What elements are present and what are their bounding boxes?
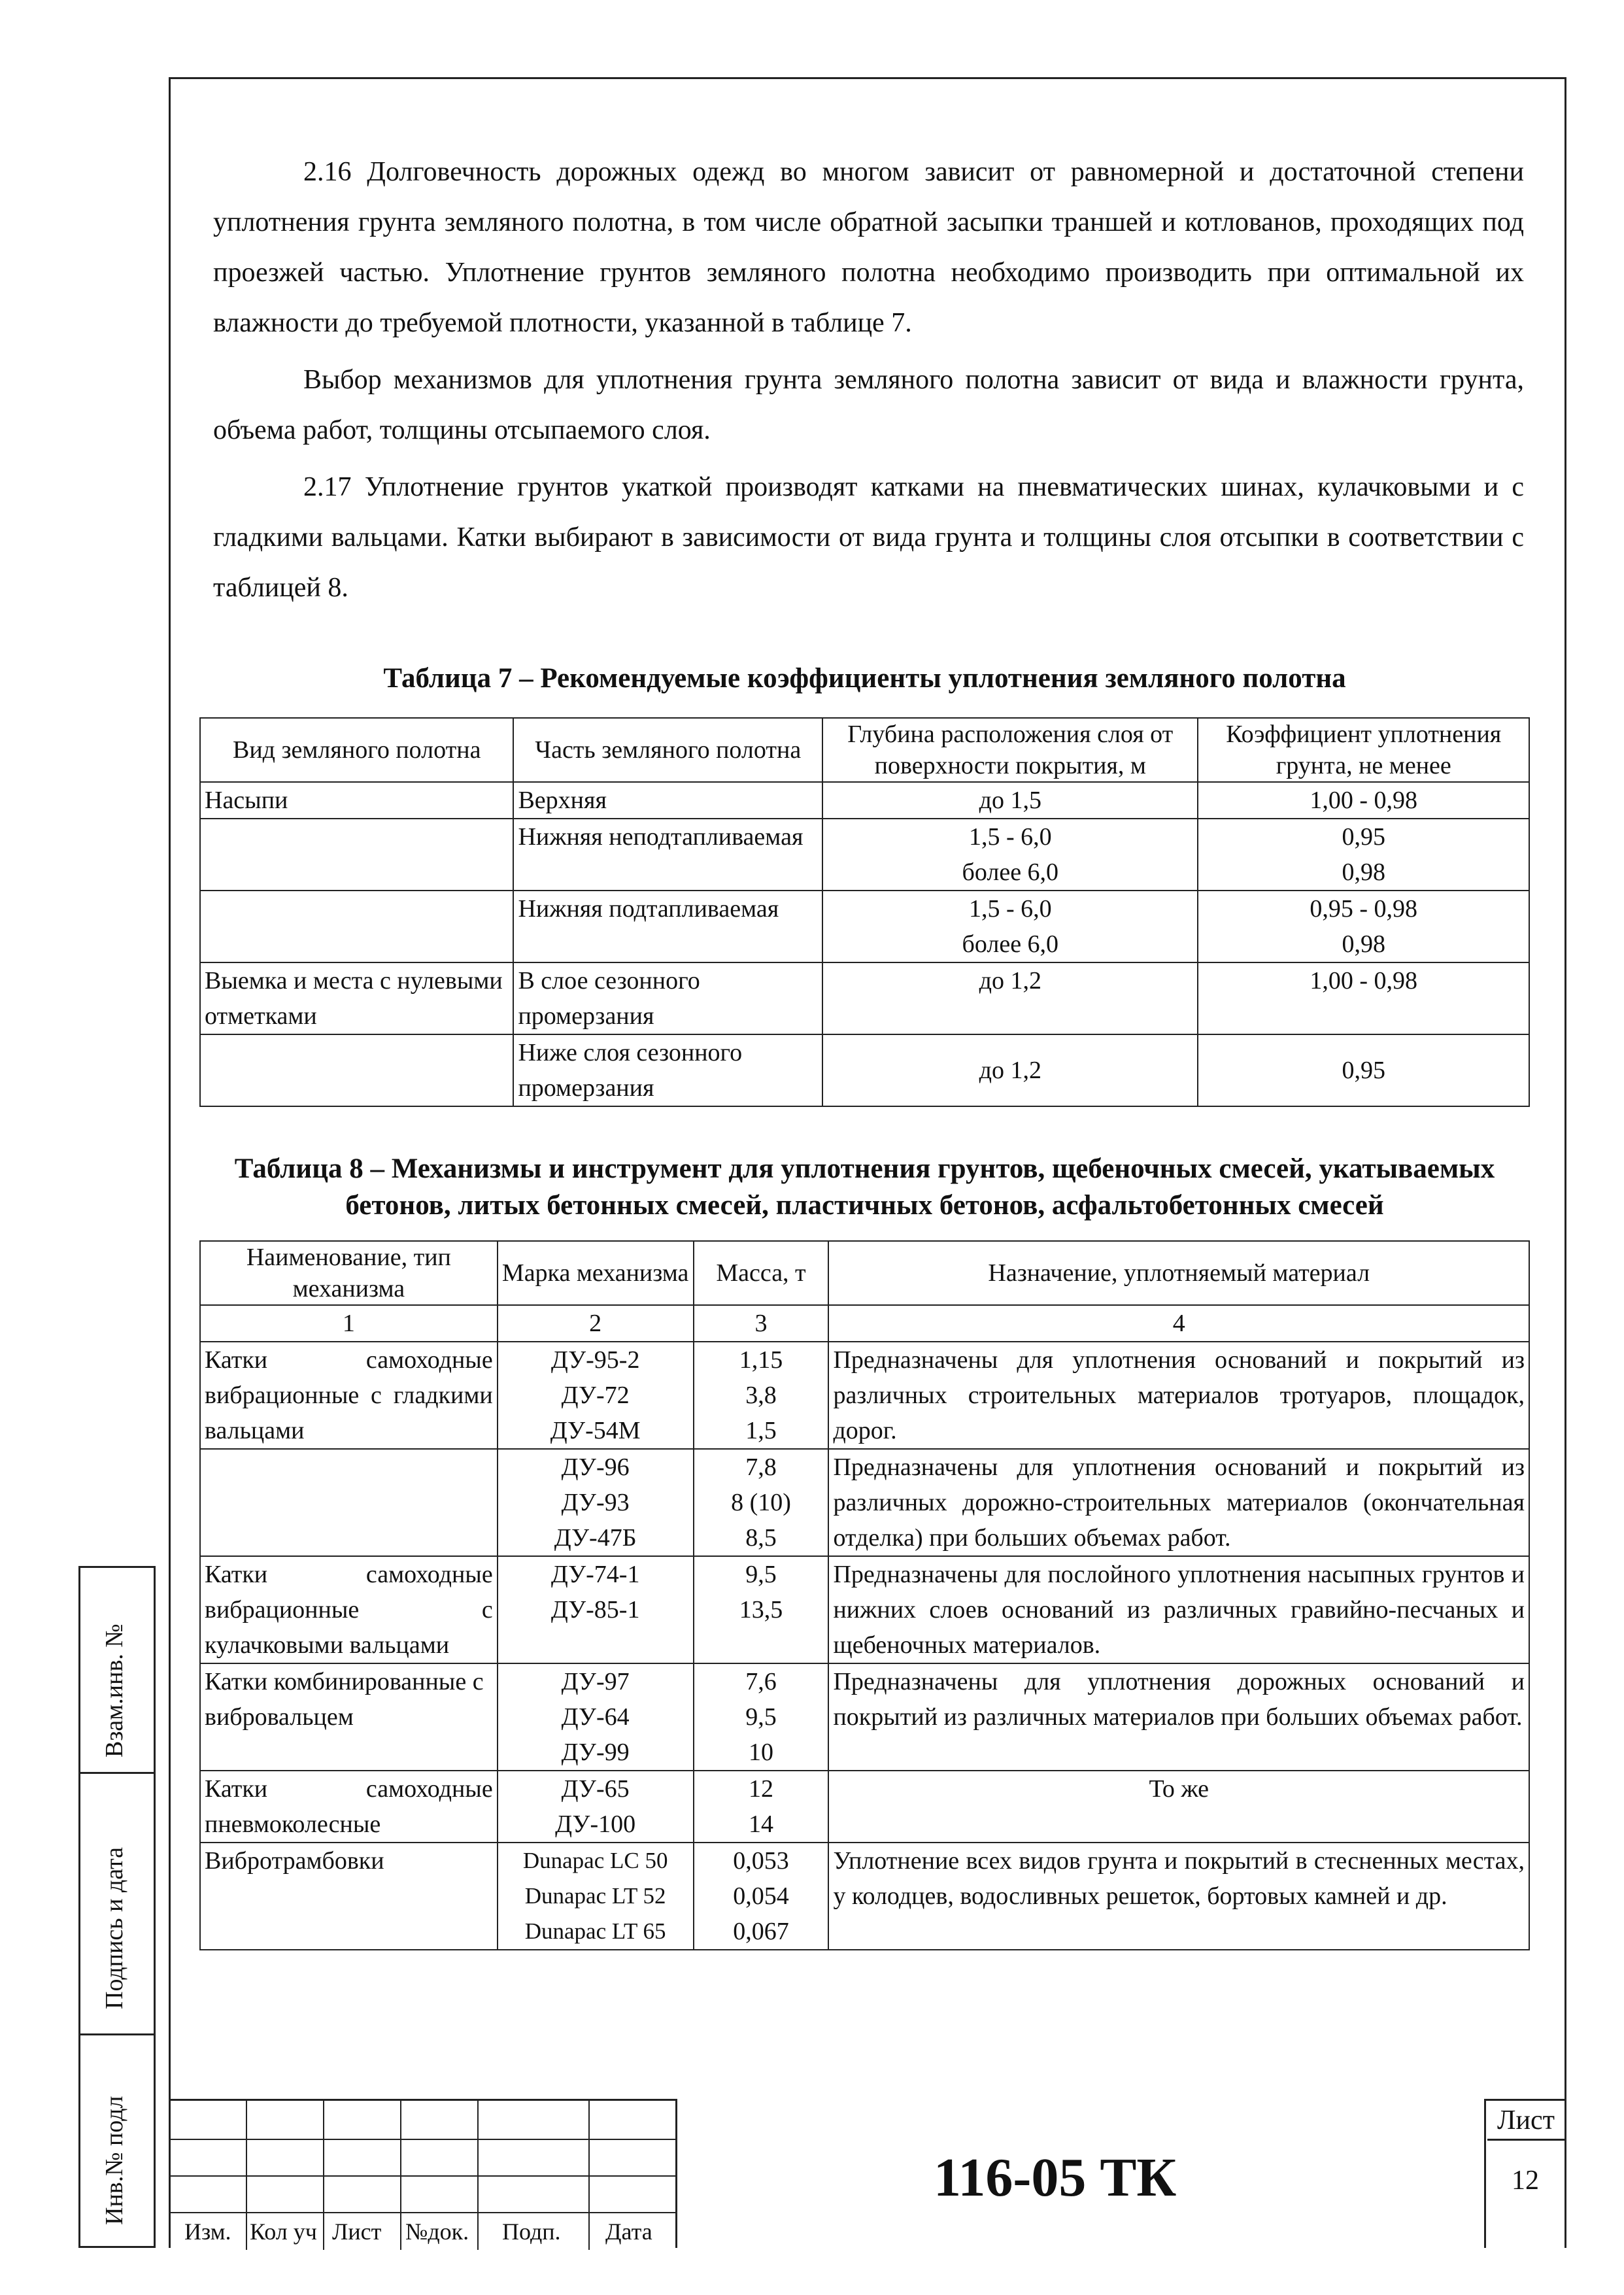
table8-name-cell: Катки самоходные пневмоколесные	[200, 1771, 498, 1843]
mass-value: 7,8	[745, 1454, 777, 1481]
coef-value: 0,98	[1342, 930, 1385, 958]
mark-value: ДУ-85-1	[550, 1596, 640, 1624]
table-row	[200, 782, 1529, 819]
table8	[199, 1240, 1530, 1950]
table8-header-name: Наименование, тип механизма	[200, 1241, 498, 1305]
table-row	[200, 1843, 1529, 1950]
table8-purpose-cell: Предназначены для послойного уплотнения насыпных грунтов и нижних слоев оснований из различных гравийно-песчаных и щебеночных материалов.	[828, 1556, 1529, 1663]
table8-marks-cell	[498, 1663, 694, 1771]
depth-value: 1,5 - 6,0	[968, 823, 1052, 851]
table-row	[200, 1556, 1529, 1663]
table7-kind-cell	[200, 891, 513, 962]
mark-value: ДУ-65	[561, 1775, 630, 1803]
table8-marks-cell	[498, 1771, 694, 1843]
table7-caption: Таблица 7 – Рекомендуемые коэффициенты уплотнения земляного полотна	[383, 663, 1346, 694]
table7	[199, 717, 1530, 1107]
table8-purpose-cell: Уплотнение всех видов грунта и покрытий в стесненных местах, у колодцев, водосливных решеток, бортовых камней и др.	[828, 1843, 1529, 1950]
table7-header-coef: Коэффициент уплотнения грунта, не менее	[1198, 718, 1529, 782]
frame-right-line	[1565, 77, 1566, 2248]
table7-depth-cell	[822, 1034, 1198, 1106]
mark-value: ДУ-100	[555, 1810, 636, 1838]
paragraph-2-16: 2.16 Долговечность дорожных одежд во многом зависит от равномерной и достаточной степени уплотнения грунта земляного полотна, в том числе обратной засыпки траншей и котлованов, проходящих под проезжей частью. Уплотнение грунтов земляного полотна необходимо производить при оптимальной их влажности до требуемой плотности, указанной в таблице 7.	[213, 157, 1524, 338]
mark-value: ДУ-97	[561, 1668, 630, 1695]
mass-value: 10	[749, 1739, 774, 1766]
coef-value: 1,00 - 0,98	[1310, 787, 1418, 814]
table7-depth-cell	[822, 962, 1198, 1034]
side-stamp-cell	[80, 2035, 154, 2246]
table8-mass-cell	[694, 1771, 829, 1843]
mark-value: Dunapac LC 50	[522, 1848, 668, 1873]
mass-value: 8 (10)	[731, 1489, 791, 1516]
table8-mass-cell	[694, 1342, 829, 1449]
side-stamp-label: Инв.№ подл	[101, 2096, 128, 2225]
table-row	[200, 1034, 1529, 1106]
table7-coef-cell	[1198, 819, 1529, 891]
paragraph-2-17: 2.17 Уплотнение грунтов укаткой производят катками на пневматических шинах, кулачковыми и с гладкими вальцами. Катки выбирают в зависимости от вида грунта и толщины слоя отсыпки в соответствии с таблицей 8.	[213, 472, 1524, 603]
side-stamp-label: Взам.инв. №	[101, 1624, 128, 1758]
table8-header-row	[200, 1241, 1529, 1305]
depth-value: более 6,0	[962, 858, 1059, 886]
column-number: 1	[200, 1305, 498, 1342]
mass-value: 7,6	[745, 1668, 777, 1695]
title-block	[169, 2099, 1566, 2248]
coef-value: 0,98	[1342, 858, 1385, 886]
table8-header-purpose: Назначение, уплотняемый материал	[828, 1241, 1529, 1305]
mass-value: 1,5	[745, 1417, 777, 1444]
mass-value: 8,5	[745, 1524, 777, 1552]
table7-coef-cell	[1198, 891, 1529, 962]
table8-name-cell: Вибротрамбовки	[200, 1843, 498, 1950]
table7-kind-cell	[200, 819, 513, 891]
table7-depth-cell	[822, 819, 1198, 891]
frame-top-line	[169, 77, 1566, 79]
sheet-box	[1484, 2099, 1566, 2248]
mass-value: 14	[749, 1810, 774, 1838]
table7-part-cell: Верхняя	[513, 782, 822, 819]
table7-part-cell: Нижняя подтапливаемая	[513, 891, 822, 962]
table8-marks-cell	[498, 1449, 694, 1556]
side-stamp-cell	[80, 1774, 154, 2035]
mark-value: ДУ-74-1	[550, 1561, 640, 1588]
mass-value: 0,067	[733, 1918, 789, 1945]
stamp-label-kol-uch: Кол уч	[250, 2218, 317, 2245]
mass-value: 13,5	[739, 1596, 783, 1624]
table8-purpose-cell: Предназначены для уплотнения оснований и покрытий из различных дорожно-строительных материалов (окончательная отделка) при больших объемах работ.	[828, 1449, 1529, 1556]
grid-line	[323, 2101, 324, 2250]
table8-purpose-cell: Предназначены для уплотнения оснований и покрытий из различных строительных материалов тротуаров, площадок, дорог.	[828, 1342, 1529, 1449]
table8-caption: Таблица 8 – Механизмы и инструмент для уплотнения грунтов, щебеночных смесей, укатываемых бетонов, литых бетонных смесей, пластичных бетонов, асфальтобетонных смесей	[234, 1153, 1495, 1221]
table-row	[200, 1663, 1529, 1771]
depth-value: более 6,0	[962, 930, 1059, 958]
table8-header-mass: Масса, т	[694, 1241, 829, 1305]
grid-line	[246, 2101, 247, 2250]
table7-coef-cell	[1198, 1034, 1529, 1106]
document-code: 116-05 ТК	[934, 2147, 1177, 2208]
table7-kind-cell: Выемка и места с нулевыми отметками	[200, 962, 513, 1034]
table8-mass-cell	[694, 1556, 829, 1663]
coef-value: 1,00 - 0,98	[1310, 967, 1418, 994]
table-row	[200, 962, 1529, 1034]
table7-depth-cell	[822, 782, 1198, 819]
table8-mass-cell	[694, 1663, 829, 1771]
table8-name-cell: Катки самоходные вибрационные с гладкими вальцами	[200, 1342, 498, 1449]
mark-value: ДУ-47Б	[554, 1524, 637, 1552]
table-row	[200, 1342, 1529, 1449]
table8-header-mark: Марка механизма	[498, 1241, 694, 1305]
stamp-label-list: Лист	[332, 2218, 382, 2245]
mark-value: Dunapac LT 65	[524, 1918, 666, 1944]
coef-value: 0,95	[1342, 823, 1385, 851]
mass-value: 9,5	[745, 1561, 777, 1588]
table8-mass-cell	[694, 1843, 829, 1950]
table7-part-cell: Нижняя неподтапливаемая	[513, 819, 822, 891]
table7-kind-cell	[200, 1034, 513, 1106]
mark-value: ДУ-95-2	[550, 1346, 640, 1374]
table-row	[200, 1771, 1529, 1843]
title-block-grid	[169, 2099, 677, 2248]
grid-line	[169, 2139, 677, 2140]
paragraph-mechanism-choice: Выбор механизмов для уплотнения грунта земляного полотна зависит от вида и влажности грунта, объема работ, толщины отсыпаемого слоя.	[213, 365, 1524, 445]
column-number: 3	[694, 1305, 829, 1342]
sheet-number: 12	[1512, 2166, 1539, 2196]
table7-depth-cell	[822, 891, 1198, 962]
table7-header-depth: Глубина расположения слоя от поверхности покрытия, м	[822, 718, 1198, 782]
depth-value: до 1,5	[979, 787, 1041, 814]
mass-value: 0,053	[733, 1847, 789, 1875]
table7-header-kind: Вид земляного полотна	[200, 718, 513, 782]
table7-coef-cell	[1198, 782, 1529, 819]
coef-value: 0,95 - 0,98	[1310, 895, 1418, 923]
table8-marks-cell	[498, 1556, 694, 1663]
table-row	[200, 1449, 1529, 1556]
depth-value: до 1,2	[979, 1057, 1041, 1084]
mass-value: 9,5	[745, 1703, 777, 1731]
table-row	[200, 819, 1529, 891]
mark-value: ДУ-54М	[550, 1417, 641, 1444]
stamp-label-signature: Подп.	[502, 2218, 561, 2245]
table7-coef-cell	[1198, 962, 1529, 1034]
table8-name-cell: Катки комбинированные с вибровальцем	[200, 1663, 498, 1771]
grid-line	[169, 2175, 677, 2177]
table8-mass-cell	[694, 1449, 829, 1556]
table7-header-row	[200, 718, 1529, 782]
sheet-label: Лист	[1487, 2102, 1565, 2141]
grid-line	[477, 2101, 479, 2250]
table8-purpose-cell: То же	[828, 1771, 1529, 1843]
mass-value: 0,054	[733, 1882, 789, 1910]
side-stamp	[78, 1566, 156, 2248]
column-number: 2	[498, 1305, 694, 1342]
stamp-label-date: Дата	[605, 2218, 652, 2245]
mark-value: ДУ-99	[561, 1739, 630, 1766]
mark-value: ДУ-72	[561, 1382, 630, 1409]
mark-value: ДУ-93	[561, 1489, 630, 1516]
frame-left-line	[169, 77, 171, 2248]
depth-value: до 1,2	[979, 967, 1041, 994]
mass-value: 12	[749, 1775, 774, 1803]
stamp-label-doc: №док.	[405, 2218, 469, 2245]
grid-line	[588, 2101, 590, 2250]
grid-line	[400, 2101, 401, 2250]
column-number: 4	[828, 1305, 1529, 1342]
table7-part-cell: В слое сезонного промерзания	[513, 962, 822, 1034]
mark-value: ДУ-96	[561, 1454, 630, 1481]
table8-marks-cell	[498, 1342, 694, 1449]
mark-value: Dunapac LT 52	[524, 1883, 666, 1909]
table7-part-cell: Ниже слоя сезонного промерзания	[513, 1034, 822, 1106]
depth-value: 1,5 - 6,0	[968, 895, 1052, 923]
table8-number-row	[200, 1305, 1529, 1342]
table8-name-cell	[200, 1449, 498, 1556]
mass-value: 3,8	[745, 1382, 777, 1409]
mark-value: ДУ-64	[561, 1703, 630, 1731]
side-stamp-cell	[80, 1568, 154, 1774]
coef-value: 0,95	[1342, 1057, 1385, 1084]
table8-marks-cell	[498, 1843, 694, 1950]
table7-kind-cell: Насыпи	[200, 782, 513, 819]
body-text	[213, 147, 1524, 620]
side-stamp-label: Подпись и дата	[101, 1846, 128, 2009]
table8-purpose-cell: Предназначены для уплотнения дорожных оснований и покрытий из различных материалов при больших объемах работ.	[828, 1663, 1529, 1771]
table-row	[200, 891, 1529, 962]
mass-value: 1,15	[739, 1346, 783, 1374]
table7-header-part: Часть земляного полотна	[513, 718, 822, 782]
grid-line	[169, 2212, 677, 2213]
table8-name-cell: Катки самоходные вибрационные с кулачковыми вальцами	[200, 1556, 498, 1663]
stamp-label-izm: Изм.	[184, 2218, 231, 2245]
